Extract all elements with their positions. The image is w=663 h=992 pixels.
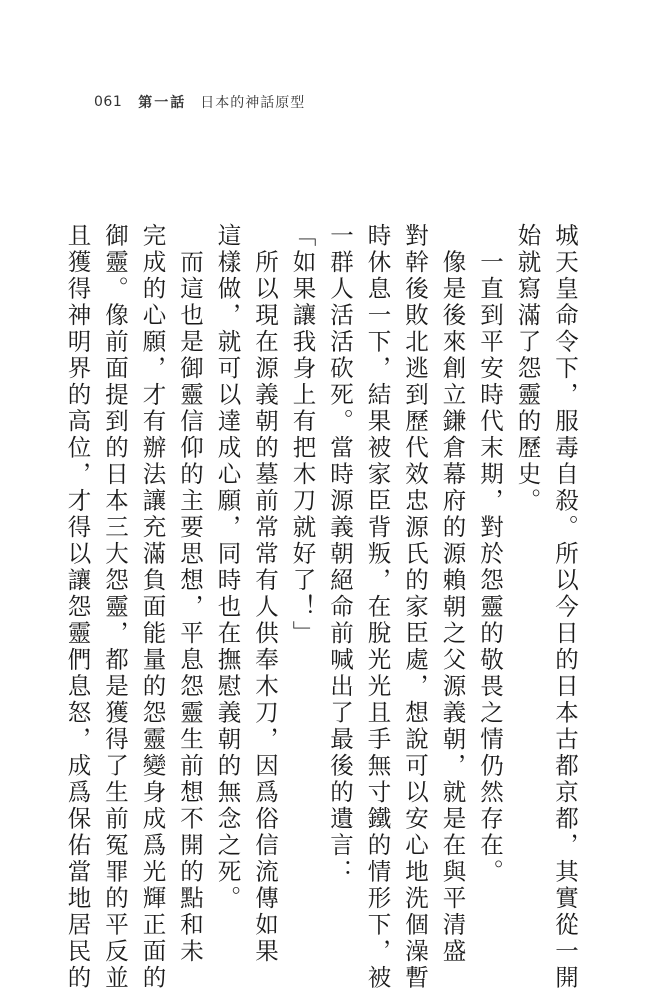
- text-column: 一直到平安時代末期，對於怨靈的敬畏之情仍然存在。: [476, 223, 504, 886]
- text-column: 始就寫滿了怨靈的歷史。: [513, 223, 542, 515]
- text-column: 像是後來創立鎌倉幕府的源賴朝之父源義朝，就是在與平清盛: [438, 223, 467, 965]
- chapter-label: 第一話: [138, 95, 187, 111]
- chapter-title: 日本的神話原型: [200, 95, 306, 111]
- text-column: 所以現在源義朝的墓前常常有人供奉木刀，因爲俗信流傳如果: [251, 223, 279, 965]
- text-column: 時休息一下，結果被家臣背叛，在脫光光且手無寸鐵的情形下，被: [363, 223, 392, 992]
- text-column: 御靈。像前面提到的日本三大怨靈，都是獲得了生前冤罪的平反並: [101, 223, 129, 992]
- text-column: 這樣做，就可以達成心願，同時也在撫慰義朝的無念之死。: [213, 223, 242, 912]
- page-number: 061: [94, 94, 123, 110]
- text-column: 完成的心願，才有辦法讓充滿負面能量的怨靈變身成爲光輝正面的: [138, 223, 167, 992]
- text-column: 且獲得神明界的高位，才得以讓怨靈們息怒，成爲保佑當地居民的: [63, 223, 92, 992]
- text-column: 一群人活活砍死。當時源義朝絕命前喊出了最後的遺言：: [326, 223, 354, 886]
- text-column: 「如果讓我身上有把木刀就好了！」: [288, 223, 317, 647]
- running-header: [94, 90, 305, 114]
- text-column: 而這也是御靈信仰的主要思想，平息怨靈生前想不開的點和未: [176, 223, 204, 965]
- text-column: 對幹後敗北逃到歷代效忠源氏的家臣處，想說可以安心地洗個澡暫: [401, 223, 429, 992]
- vertical-body-text: [63, 223, 583, 992]
- text-column: 城天皇命令下，服毒自殺。所以今日的日本古都京都，其實從一開: [551, 223, 579, 992]
